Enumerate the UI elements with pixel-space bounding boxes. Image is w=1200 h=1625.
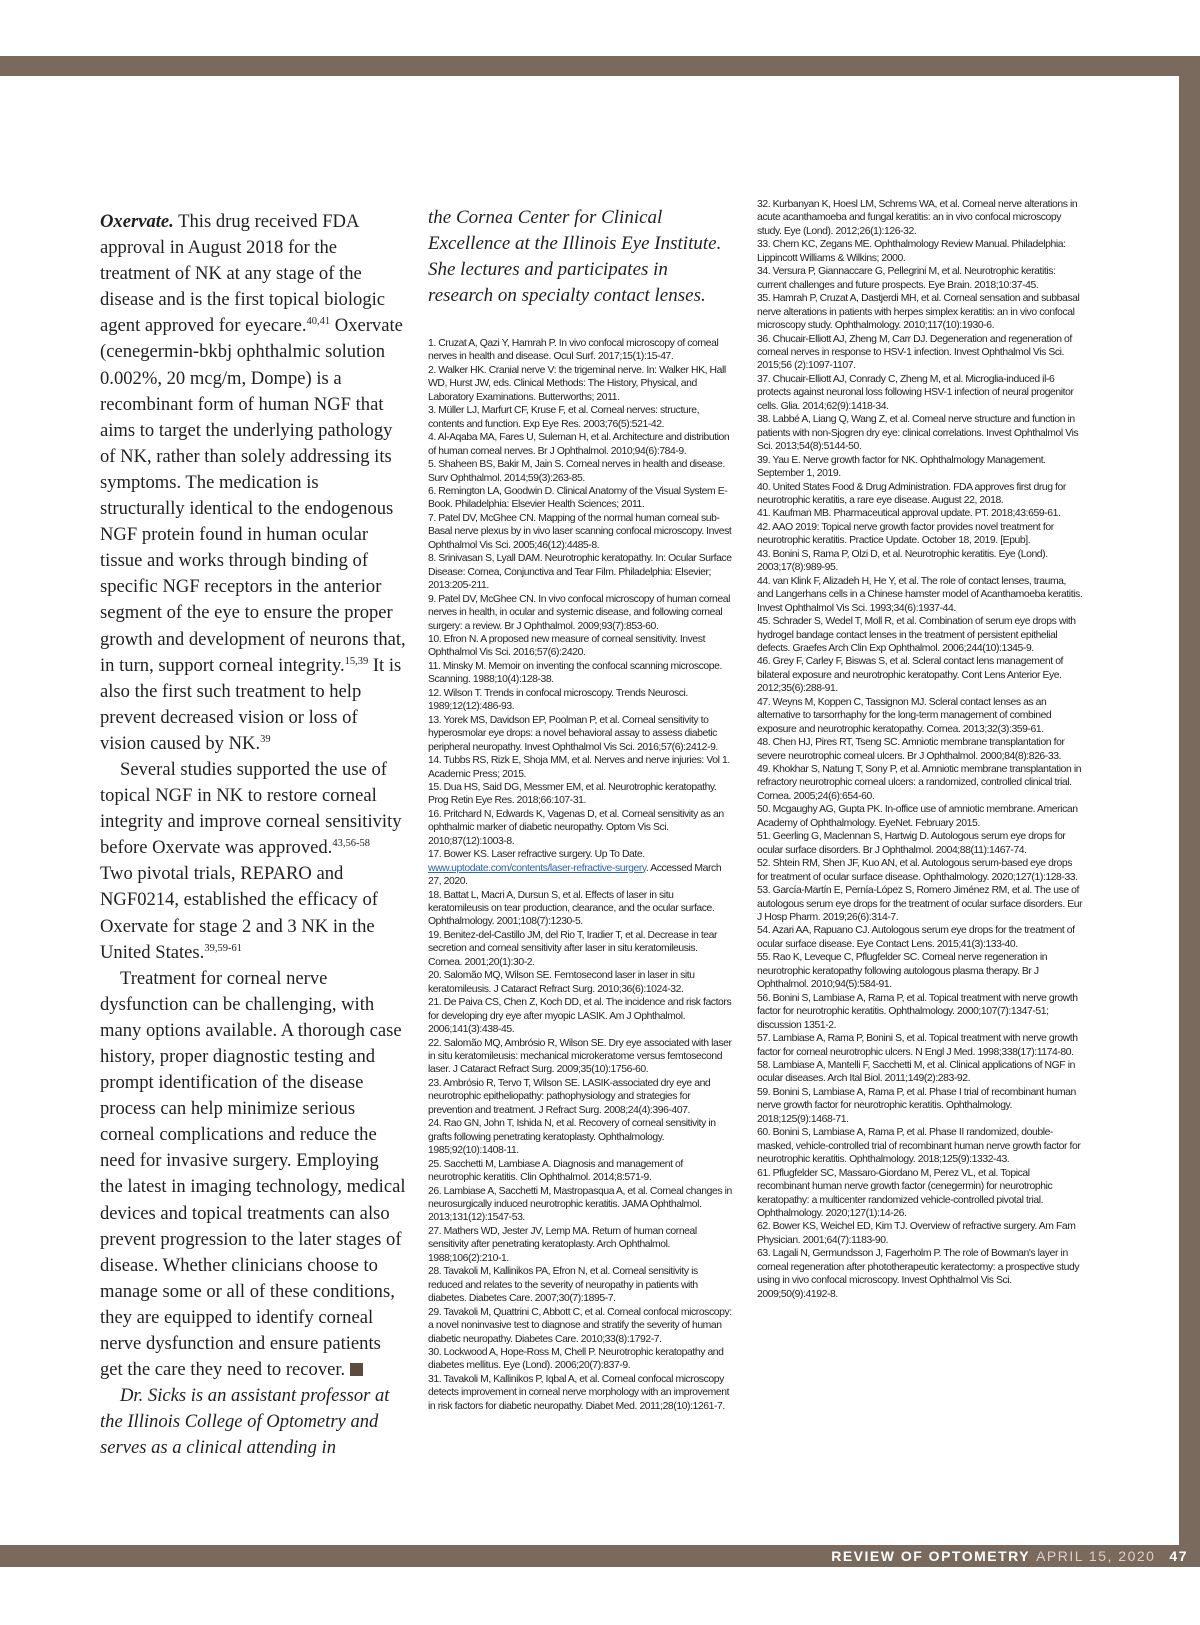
reference-item-17 (428, 848, 733, 888)
reference-item: 20. Salomão MQ, Wilson SE. Femtosecond laser in laser in situ keratomileusis. J Cataract Refract Surg. 2010;36(6):1024-32. (428, 970, 695, 995)
reference-item: 33. Chern KC, Zegans ME. Ophthalmology Review Manual. Philadelphia: Lippincott Williams & Wilkins; 2000. (757, 239, 1066, 264)
reference-item: 13. Yorek MS, Davidson EP, Poolman P, et al. Corneal sensitivity to hyperosmolar eye drops: a novel behavioral assay to assess diabetic peripheral neuropathy. Invest Ophthalmol Vis Sci. 2016;57(6):2412-9. (428, 714, 718, 753)
reference-item: 55. Rao K, Leveque C, Pflugfelder SC. Corneal nerve regeneration in neurotrophic keratopathy following autologous plasma therapy. Br J Ophthalmol. 2010;94(5):584-91. (757, 952, 1048, 991)
reference-item: 63. Lagali N, Germundsson J, Fagerholm P. The role of Bowman's layer in corneal regeneration after phototherapeutic keratectomy: a prospective study using in vivo confocal microscopy. Invest Ophthalmol Vis Sci. 2009;50(9):4192-8. (757, 1248, 1080, 1300)
reference-item: 15. Dua HS, Said DG, Messmer EM, et al. Neurotrophic keratopathy. Prog Retin Eye Res. 2018;66:107-31. (428, 781, 717, 807)
reference-item: 24. Rao GN, John T, Ishida N, et al. Recovery of corneal sensitivity in grafts following penetrating keratoplasty. Ophthalmology. 1985;92(10):1408-11. (428, 1118, 716, 1157)
reference-item: 57. Lambiase A, Rama P, Bonini S, et al. Topical treatment with nerve growth factor for corneal neurotrophic ulcers. N Engl J Med. 1998;338(17):1174-80. (757, 1033, 1078, 1058)
article-column-2 (428, 205, 733, 1413)
footer-running-head (831, 1548, 1188, 1564)
reference-item: 27. Mathers WD, Jester JV, Lemp MA. Return of human corneal sensitivity after penetrating keratoplasty. Arch Ophthalmol. 1988;106(2):210-1. (428, 1225, 697, 1264)
citation: 39,59-61 (204, 942, 242, 954)
reference-item: 28. Tavakoli M, Kallinikos PA, Efron N, et al. Corneal sensitivity is reduced and relates to the severity of neuropathy in patients with diabetes. Diabetes Care. 2007;30(7):1895-7. (428, 1266, 698, 1305)
reference-item: 45. Schrader S, Wedel T, Moll R, et al. Combination of serum eye drops with hydrogel bandage contact lenses in the treatment of persistent epithelial defects. Graefes Arch Clin Exp Ophthalmol. 2006;244(10):1345-9. (757, 616, 1076, 654)
studies-paragraph (100, 757, 406, 966)
reference-item: 53. García-Martín E, Pernía-López S, Romero Jiménez RM, et al. The use of autologous serum eye drops for the treatment of ocular surface disorders. Eur J Hosp Pharm. 2019;26(6):314-7. (757, 885, 1083, 924)
reference-item: 60. Bonini S, Lambiase A, Rama P, et al. Phase II randomized, double-masked, vehicle-controlled trial of recombinant human nerve growth factor for neurotrophic keratitis. Ophthalmology. 2018;125(9):1332-43. (757, 1127, 1081, 1166)
author-bio: Dr. Sicks is an assistant professor at the Illinois College of Optometry and serves as a clinical attending in (100, 1385, 390, 1459)
end-of-article-square-icon (350, 1363, 363, 1376)
reference-item: 25. Sacchetti M, Lambiase A. Diagnosis and management of neurotrophic keratitis. Clin Ophthalmol. 2014;8:571-9. (428, 1158, 683, 1184)
reference-item: 4. Al-Aqaba MA, Fares U, Suleman H, et al. Architecture and distribution of human corneal nerves. Br J Ophthalmol. 2010;94(6):784-9. (428, 432, 730, 457)
reference-item: 52. Shtein RM, Shen JF, Kuo AN, et al. Autologous serum-based eye drops for treatment of ocular surface disease. Ophthalmology. 2020;127(1):128-33. (757, 858, 1078, 883)
oxervate-heading: Oxervate. (100, 211, 174, 232)
reference-item: 48. Chen HJ, Pires RT, Tseng SC. Amniotic membrane transplantation for severe neurotrophic corneal ulcers. Br J Ophthalmol. 2000;84(8):826-33. (757, 737, 1065, 762)
reference-item: 59. Bonini S, Lambiase A, Rama P, et al. Phase I trial of recombinant human nerve growth factor for neurotrophic keratitis. Ophthalmology. 2018;125(9):1468-71. (757, 1086, 1076, 1125)
reference-item: 54. Azari AA, Rapuano CJ. Autologous serum eye drops for the treatment of ocular surface disease. Eye Contact Lens. 2015;41(3):133-40. (757, 925, 1075, 950)
reference-item: 26. Lambiase A, Sacchetti M, Mastropasqua A, et al. Corneal changes in neurosurgically induced neurotrophic keratitis. JAMA Ophthalmol. 2013;131(12):1547-53. (428, 1185, 732, 1224)
reference-item: 2. Walker HK. Cranial nerve V: the trigeminal nerve. In: Walker HK, Hall WD, Hurst JW, eds. Clinical Methods: The History, Physical, and Laboratory Examinations. Butterworths; 2011. (428, 364, 726, 403)
reference-text: 17. Bower KS. Laser refractive surgery. Up To Date. (428, 849, 645, 861)
oxervate-paragraph (100, 209, 406, 757)
citation: 39 (260, 733, 271, 745)
reference-item: 40. United States Food & Drug Administration. FDA approves first drug for neurotrophic keratitis, a rare eye disease. August 22, 2018. (757, 481, 1066, 506)
reference-item: 56. Bonini S, Lambiase A, Rama P, et al. Topical treatment with nerve growth factor for neurotrophic keratitis. Ophthalmology. 2000;107(7):1347-51; discussion 1351-2. (757, 992, 1078, 1031)
reference-item: 49. Khokhar S, Natung T, Sony P, et al. Amniotic membrane transplantation in refractory neurotrophic corneal ulcers: a randomized, controlled clinical trial. Cornea. 2005;24(6):654-60. (757, 764, 1082, 802)
reference-item: 61. Pflugfelder SC, Massaro-Giordano M, Perez VL, et al. Topical recombinant human nerve growth factor (cenegermin) for neurotrophic keratopathy: a multicenter randomized vehicle-controlled pivotal trial. Ophthalmology. 2020;127(1):14-26. (757, 1167, 1053, 1219)
reference-item: 1. Cruzat A, Qazi Y, Hamrah P. In vivo confocal microscopy of corneal nerves in health and disease. Ocul Surf. 2017;15(1):15-47. (428, 338, 719, 363)
magazine-name: REVIEW OF OPTOMETRY (831, 1548, 1031, 1564)
page-frame-right (1179, 56, 1200, 1566)
reference-item: 19. Benitez-del-Castillo JM, del Rio T, Iradier T, et al. Decrease in tear secretion and corneal sensitivity after laser in situ keratomileusis. Cornea. 2001;20(1):30-2. (428, 929, 718, 968)
reference-item: 6. Remington LA, Goodwin D. Clinical Anatomy of the Visual System E-Book. Philadelphia: Elsevier Health Sciences; 2011. (428, 485, 728, 511)
treatment-paragraph (100, 966, 406, 1384)
reference-item: 36. Chucair-Elliott AJ, Zheng M, Carr DJ. Degeneration and regeneration of corneal nerves in response to HSV-1 infection. Invest Ophthalmol Vis Sci. 2015;56 (2):1097-1107. (757, 333, 1072, 372)
reference-item: 31. Tavakoli M, Kallinikos P, Iqbal A, et al. Corneal confocal microscopy detects improvement in corneal nerve morphology with an improvement in risk factors for diabetic neuropathy. Diabet Med. 2011;28(10):1261-7. (428, 1373, 730, 1412)
reference-item: 9. Patel DV, McGhee CN. In vivo confocal microscopy of human corneal nerves in health, in ocular and systemic disease, and following corneal surgery: a review. Br J Ophthalmol. 2009;93(7):853-60. (428, 593, 730, 632)
reference-item: 62. Bower KS, Weichel ED, Kim TJ. Overview of refractive surgery. Am Fam Physician. 2001;64(7):1183-90. (757, 1221, 1076, 1246)
citation: 43,56-58 (332, 838, 370, 850)
reference-item: 29. Tavakoli M, Quattrini C, Abbott C, et al. Corneal confocal microscopy: a novel noninvasive test to diagnose and stratify the severity of human diabetic neuropathy. Diabetes Care. 2010;33(8):1792-7. (428, 1306, 732, 1345)
reference-item: 37. Chucair-Elliott AJ, Conrady C, Zheng M, et al. Microglia-induced il-6 protects against neuronal loss following HSV-1 infection of neural progenitor cells. Glia. 2014;62(9):1418-34. (757, 373, 1074, 412)
body-text: Two pivotal trials, REPARO and NGF0214, established the efficacy of Oxervate for stage 2 and 3 NK in the United States. (100, 863, 378, 963)
reference-item: 35. Hamrah P, Cruzat A, Dastjerdi MH, et al. Corneal sensation and subbasal nerve alterations in patients with herpes simplex keratitis: an in vivo confocal microscopy study. Ophthalmology. 2010;117(10):1930-6. (757, 293, 1080, 332)
references-list-1 (428, 337, 733, 1413)
reference-text: . Accessed March 27, 2020. (428, 862, 722, 888)
reference-item: 51. Geerling G, Maclennan S, Hartwig D. Autologous serum eye drops for ocular surface disorders. Br J Ophthalmol. 2004;88(11):1467-74. (757, 831, 1066, 856)
reference-item: 8. Srinivasan S, Lyall DAM. Neurotrophic keratopathy. In: Ocular Surface Disease: Cornea, Conjunctiva and Tear Film. Philadelphia: Elsevier; 2013:205-211. (428, 553, 732, 592)
references-list-2 (757, 198, 1083, 1301)
reference-item: 5. Shaheen BS, Bakir M, Jain S. Corneal nerves in health and disease. Surv Ophthalmol. 2014;59(3):263-85. (428, 459, 725, 484)
reference-item: 43. Bonini S, Rama P, Olzi D, et al. Neurotrophic keratitis. Eye (Lond). 2003;17(8):989-95. (757, 548, 1048, 574)
reference-item: 23. Ambrósio R, Tervo T, Wilson SE. LASIK-associated dry eye and neurotrophic epitheliopathy: pathophysiology and strategies for prevention and treatment. J Refract Surg. 2008;24(4):396-407. (428, 1077, 711, 1116)
reference-item: 47. Weyns M, Koppen C, Tassignon MJ. Scleral contact lenses as an alternative to tarsorrhaphy for the long-term management of combined exposure and neurotrophic keratopathy. Cornea. 2013;32(3):359-61. (757, 696, 1052, 735)
article-column-1 (100, 209, 406, 1462)
reference-item: 22. Salomão MQ, Ambrósio R, Wilson SE. Dry eye associated with laser in situ keratomileusis: mechanical microkeratome versus femtosecond laser. J Cataract Refract Surg. 2009;35(10):1756-60. (428, 1037, 732, 1076)
citation: 40,41 (306, 316, 331, 328)
reference-item: 44. van Klink F, Alizadeh H, He Y, et al. The role of contact lenses, trauma, and Langerhans cells in a Chinese hamster model of Acanthamoeba keratitis. Invest Ophthalmol Vis Sci. 1993;34(6):1937-44. (757, 575, 1083, 614)
reference-item: 3. Müller LJ, Marfurt CF, Kruse F, et al. Corneal nerves: structure, contents and function. Exp Eye Res. 2003;76(5):521-42. (428, 405, 700, 430)
reference-item: 42. AAO 2019: Topical nerve growth factor provides novel treatment for neurotrophic keratitis. Practice Update. October 18, 2019. [Epub]. (757, 521, 1054, 547)
body-text: Oxervate (cenegermin-bkbj ophthalmic solution 0.002%, 20 mcg/m, Dompe) is a recombinant form of human NGF that aims to target the underlying pathology of NK, rather than solely addressing its symptoms. The medication is structurally identical to the endogenous NGF protein found in human ocular tissue and works through binding of specific NGF receptors in the anterior segment of the eye to ensure the proper growth and development of neurons that, in turn, support corneal integrity. (100, 315, 406, 676)
body-text: This drug received FDA approval in August 2018 for the treatment of NK at any stage of the disease and is the first topical biologic agent approved for eyecare. (100, 211, 386, 337)
reference-item: 46. Grey F, Carley F, Biswas S, et al. Scleral contact lens management of bilateral exposure and neurotrophic keratopathy. Cont Lens Anterior Eye. 2012;35(6):288-91. (757, 656, 1064, 695)
reference-item: 32. Kurbanyan K, Hoesl LM, Schrems WA, et al. Corneal nerve alterations in acute acanthamoeba and fungal keratitis: an in vivo confocal microscopy study. Eye (Lond). 2012;26(1):126-32. (757, 199, 1078, 237)
reference-item: 11. Minsky M. Memoir on inventing the confocal scanning microscope. Scanning. 1988;10(4):128-38. (428, 660, 722, 686)
reference-item: 58. Lambiase A, Mantelli F, Sacchetti M, et al. Clinical applications of NGF in ocular diseases. Arch Ital Biol. 2011;149(2):283-92. (757, 1060, 1075, 1085)
reference-item: 16. Pritchard N, Edwards K, Vagenas D, et al. Corneal sensitivity as an ophthalmic marker of diabetic neuropathy. Optom Vis Sci. 2010;87(12):1003-8. (428, 808, 724, 847)
reference-item: 38. Labbé A, Liang Q, Wang Z, et al. Corneal nerve structure and function in patients with non-Sjogren dry eye: clinical correlations. Invest Ophthalmol Vis Sci. 2013;54(8):5144-50. (757, 414, 1079, 453)
reference-item: 30. Lockwood A, Hope-Ross M, Chell P. Neurotrophic keratopathy and diabetes mellitus. Eye (Lond). 2006;20(7):837-9. (428, 1346, 724, 1372)
issue-date: APRIL 15, 2020 (1036, 1548, 1156, 1564)
citation: 15,39 (344, 655, 369, 667)
reference-item: 18. Battat L, Macri A, Dursun S, et al. Effects of laser in situ keratomileusis on tear production, clearance, and the ocular surface. Ophthalmology. 2001;108(7):1230-5. (428, 889, 715, 928)
reference-item: 14. Tubbs RS, Rizk E, Shoja MM, et al. Nerves and nerve injuries: Vol 1. Academic Press; 2015. (428, 755, 730, 780)
author-bio-continued: the Cornea Center for Clinical Excellence at the Illinois Eye Institute. She lectures and participates in research on specialty contact lenses. (428, 207, 722, 306)
body-text: Treatment for corneal nerve dysfunction can be challenging, with many options available. A thorough case history, proper diagnostic testing and prompt identification of the disease process can help minimize serious corneal complications and reduce the need for invasive surgery. Employing the latest in imaging technology, medical devices and topical treatments can also prevent progression to the later stages of disease. Whether clinicians choose to manage some or all of these conditions, they are equipped to identify corneal nerve dysfunction and ensure patients get the care they need to recover. (100, 967, 406, 1381)
page-number: 47 (1169, 1548, 1188, 1564)
reference-item: 50. Mcgaughy AG, Gupta PK. In-office use of amniotic membrane. American Academy of Ophthalmology. EyeNet. February 2015. (757, 804, 1078, 829)
reference-item: 34. Versura P, Giannaccare G, Pellegrini M, et al. Neurotrophic keratitis: current challenges and future prospects. Eye Brain. 2018;10:37-45. (757, 266, 1056, 291)
reference-item: 41. Kaufman MB. Pharmaceutical approval update. PT. 2018;43:659-61. (757, 508, 1061, 520)
reference-item: 12. Wilson T. Trends in confocal microscopy. Trends Neurosci. 1989;12(12):486-93. (428, 687, 688, 713)
reference-item: 39. Yau E. Nerve growth factor for NK. Ophthalmology Management. September 1, 2019. (757, 454, 1046, 480)
footer-bar (0, 1545, 1200, 1567)
reference-item: 7. Patel DV, McGhee CN. Mapping of the normal human corneal sub-Basal nerve plexus by in vivo laser scanning confocal microscopy. Invest Ophthalmol Vis Sci. 2005;46(12):4485-8. (428, 512, 732, 551)
reference-item: 10. Efron N. A proposed new measure of corneal sensitivity. Invest Ophthalmol Vis Sci. 2016;57(6):2420. (428, 633, 706, 659)
uptodate-link[interactable]: www.uptodate.com/contents/laser-refractive-surgery (428, 862, 646, 874)
body-text: Several studies supported the use of topical NGF in NK to restore corneal integrity and improve corneal sensitivity before Oxervate was approved. (100, 758, 402, 859)
body-text: It is also the first such treatment to help prevent decreased vision or loss of vision caused by NK. (100, 654, 402, 754)
reference-item: 21. De Paiva CS, Chen Z, Koch DD, et al. The incidence and risk factors for developing dry eye after myopic LASIK. Am J Ophthalmol. 2006;141(3):438-45. (428, 997, 732, 1036)
page-frame-top (0, 56, 1200, 76)
